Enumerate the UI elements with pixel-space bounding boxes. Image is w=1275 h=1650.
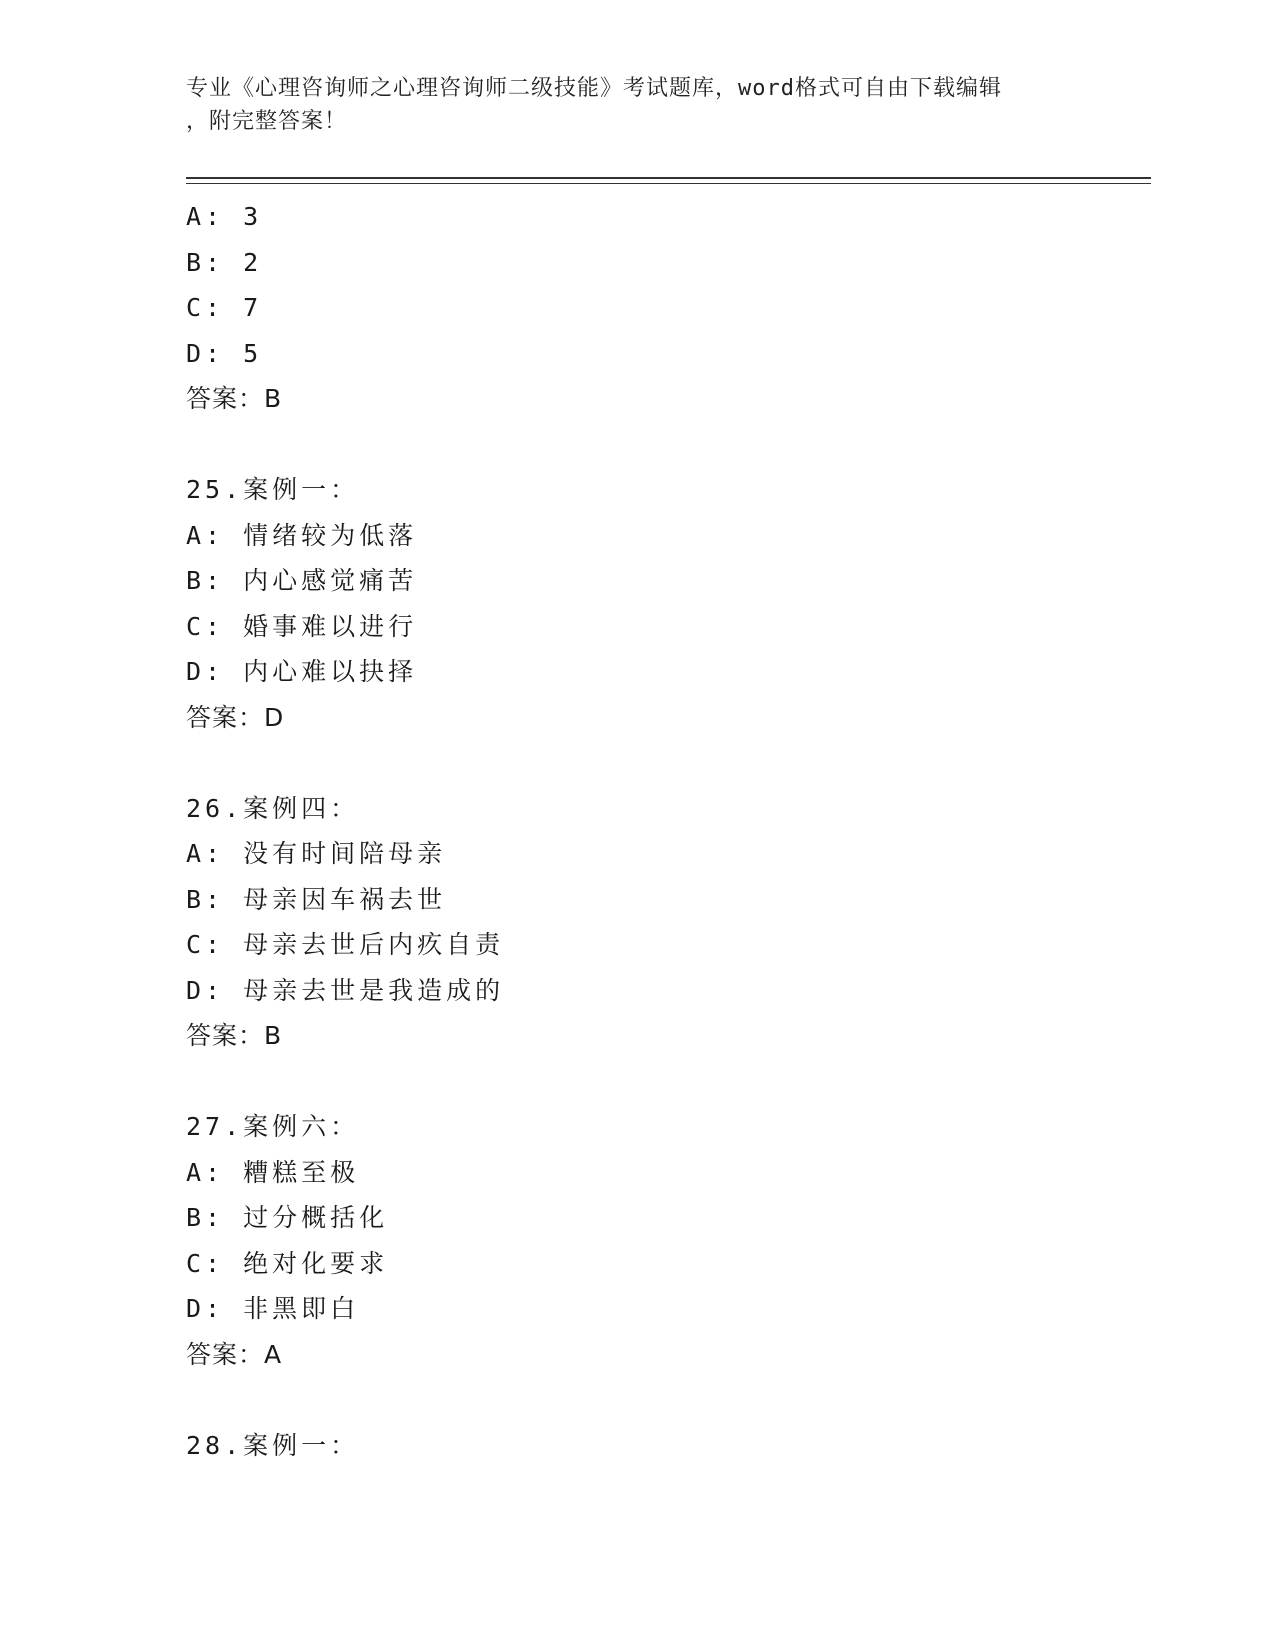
option-a: A: 情绪较为低落 bbox=[186, 520, 418, 550]
question-25 bbox=[186, 467, 1146, 740]
option-c: C: 母亲去世后内疚自责 bbox=[186, 930, 505, 959]
option-a: A: 3 bbox=[186, 202, 263, 231]
answer-line: 答案：D bbox=[186, 702, 285, 732]
question-title: 27.案例六： bbox=[186, 1112, 360, 1141]
option-d: D: 内心难以抉择 bbox=[186, 657, 418, 686]
option-c: C: 绝对化要求 bbox=[186, 1248, 389, 1278]
option-a: A: 糟糕至极 bbox=[186, 1157, 360, 1187]
option-d: D: 母亲去世是我造成的 bbox=[186, 975, 505, 1005]
question-prev bbox=[186, 194, 1146, 422]
question-title: 25.案例一： bbox=[186, 475, 360, 504]
option-d: D: 5 bbox=[186, 338, 263, 368]
question-title: 26.案例四： bbox=[186, 793, 360, 823]
option-d: D: 非黑即白 bbox=[186, 1294, 360, 1323]
header-line-2: ，附完整答案！ bbox=[186, 109, 348, 134]
answer-line: 答案：B bbox=[186, 384, 283, 413]
option-c: C: 婚事难以进行 bbox=[186, 611, 418, 641]
question-27 bbox=[186, 1104, 1146, 1377]
option-a: A: 没有时间陪母亲 bbox=[186, 839, 447, 868]
option-c: C: 7 bbox=[186, 293, 263, 322]
option-b: B: 内心感觉痛苦 bbox=[186, 566, 418, 595]
question-26 bbox=[186, 786, 1146, 1059]
header-divider bbox=[186, 177, 1151, 184]
option-b: B: 2 bbox=[186, 247, 263, 277]
question-28 bbox=[186, 1423, 1146, 1469]
answer-line: 答案：B bbox=[186, 1021, 283, 1050]
option-b: B: 母亲因车祸去世 bbox=[186, 884, 447, 914]
document-header bbox=[186, 72, 1086, 138]
header-line-1: 专业《心理咨询师之心理咨询师二级技能》考试题库，word格式可自由下载编辑 bbox=[186, 76, 1002, 101]
answer-line: 答案：A bbox=[186, 1339, 283, 1369]
option-b: B: 过分概括化 bbox=[186, 1203, 389, 1232]
question-title: 28.案例一： bbox=[186, 1430, 360, 1460]
question-list bbox=[186, 194, 1146, 1468]
